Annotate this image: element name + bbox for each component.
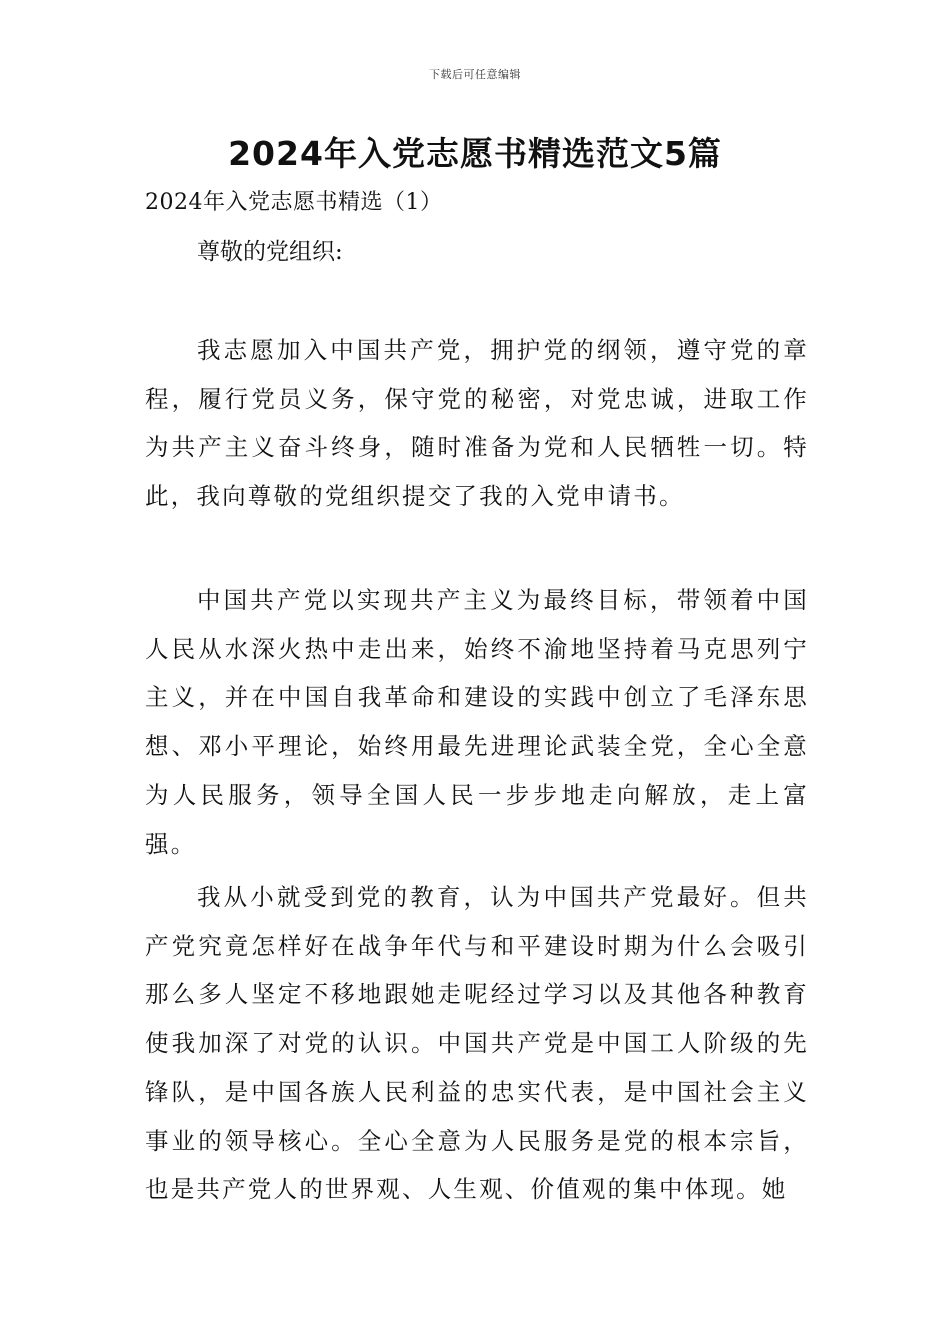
document-title: 2024年入党志愿书精选范文5篇 (228, 134, 722, 173)
section-heading: 2024年入党志愿书精选（1） (145, 190, 443, 215)
body-paragraph-1: 我志愿加入中国共产党，拥护党的纲领，遵守党的章程，履行党员义务，保守党的秘密，对党忠诚，进取工作为共产主义奋斗终身，随时准备为党和人民牺牲一切。特此，我向尊敬的党组织提交了我的入党申请书。 (145, 336, 809, 511)
header-note: 下载后可任意编辑 (429, 68, 521, 81)
body-paragraph-2: 中国共产党以实现共产主义为最终目标，带领着中国人民从水深火热中走出来，始终不渝地坚持着马克思列宁主义，并在中国自我革命和建设的实践中创立了毛泽东思想、邓小平理论，始终用最先进理论武装全党，全心全意为人民服务，领导全国人民一步步地走向解放，走上富强。 (145, 586, 809, 858)
salutation: 尊敬的党组织: (197, 239, 343, 265)
body-paragraph-3: 我从小就受到党的教育，认为中国共产党最好。但共产党究竟怎样好在战争年代与和平建设时期为什么会吸引那么多人坚定不移地跟她走呢经过学习以及其他各种教育使我加深了对党的认识。中国共产党是中国工人阶级的先锋队，是中国各族人民利益的忠实代表，是中国社会主义事业的领导核心。全心全意为人民服务是党的根本宗旨，也是共产党人的世界观、人生观、价值观的集中体现。她 (145, 883, 809, 1204)
